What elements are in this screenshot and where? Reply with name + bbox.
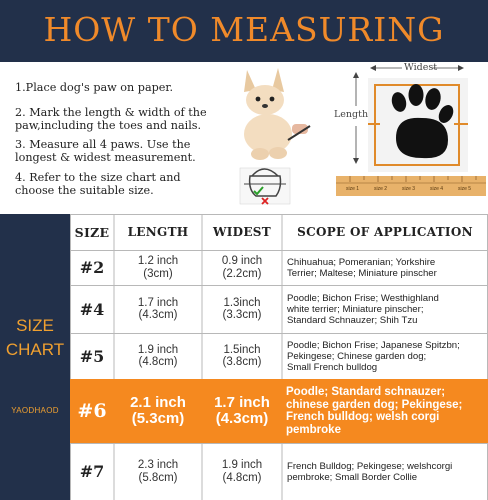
header-widest: WIDEST	[212, 225, 272, 239]
widest-label: Widest	[404, 62, 438, 73]
size-chart-sidebar	[0, 214, 70, 500]
size-cell: #4	[79, 299, 105, 319]
scope-cell: French Bulldog; Pekingese; welshcorgi pembroke; Small Border Collie	[287, 460, 453, 483]
widest-cell: 0.9 inch (2.2cm)	[221, 255, 263, 280]
size-cell: #2	[79, 258, 105, 277]
paw-measurement-diagram	[330, 58, 488, 210]
scope-cell: Poodle; Bichon Frise; Japanese Spitzbn; Pekingese; Chinese garden dog; Small French bulldog	[287, 339, 460, 373]
table-row-highlighted	[70, 379, 488, 443]
step-2: 2. Mark the length & width of the paw,including the toes and nails.	[15, 106, 207, 132]
size-chart-section	[0, 214, 488, 500]
widest-cell: 1.9 inch (4.8cm)	[221, 459, 263, 484]
page-title: HOW TO MEASURING	[43, 10, 445, 49]
step-3: 3. Measure all 4 paws. Use the longest & widest measurement.	[15, 138, 196, 164]
table-row	[70, 443, 488, 500]
step-4: 4. Refer to the size chart and choose the suitable size.	[15, 171, 181, 197]
step-1: 1.Place dog's paw on paper.	[15, 81, 174, 94]
size-cell: #5	[79, 346, 105, 366]
length-cell: 2.1 inch (5.3cm)	[130, 394, 186, 427]
table-row	[70, 250, 488, 285]
scope-cell: Poodle; Bichon Frise; Westhighland white terrier; Miniature pinscher; Standard Schnauzer; Shih Tzu	[287, 292, 439, 326]
header-banner	[0, 0, 488, 62]
table-row	[70, 333, 488, 379]
widest-cell: 1.7 inch (4.3cm)	[214, 394, 270, 427]
scope-cell: Chihuahua; Pomeranian; Yorkshire Terrier; Maltese; Miniature pinscher	[287, 256, 437, 279]
size-chart-title: SIZE CHART	[5, 316, 65, 359]
header-size: SIZE	[74, 224, 110, 240]
dog-photo-icon	[222, 64, 322, 210]
table-header-row	[70, 214, 488, 250]
header-length: LENGTH	[127, 225, 189, 239]
ruler-label-4: size 4	[430, 186, 444, 192]
dog-measuring-illustration	[222, 64, 322, 210]
scope-cell: Poodle; Standard schnauzer; chinese garden dog; Pekingese; French bulldog; welsh corgi pembroke	[286, 386, 463, 436]
length-cell: 1.2 inch (3cm)	[137, 255, 179, 280]
header-scope: SCOPE OF APPLICATION	[297, 225, 473, 239]
widest-cell: 1.3inch (3.3cm)	[222, 296, 262, 321]
length-cell: 1.9 inch (4.8cm)	[137, 343, 179, 368]
ruler-label-3: size 3	[402, 186, 416, 192]
table-row	[70, 285, 488, 333]
ruler-label-1: size 1	[346, 186, 360, 192]
brand-name: YAODHAOD	[11, 406, 59, 415]
size-cell: #7	[79, 462, 105, 481]
widest-cell: 1.5inch (3.8cm)	[222, 343, 262, 368]
size-chart-table	[70, 214, 488, 500]
length-label: Length	[334, 109, 369, 120]
ruler-label-2: size 2	[374, 186, 388, 192]
ruler-label-5: size 5	[458, 186, 472, 192]
length-cell: 2.3 inch (5.8cm)	[137, 459, 179, 484]
length-cell: 1.7 inch (4.3cm)	[137, 296, 179, 321]
size-cell: #6	[77, 400, 107, 422]
